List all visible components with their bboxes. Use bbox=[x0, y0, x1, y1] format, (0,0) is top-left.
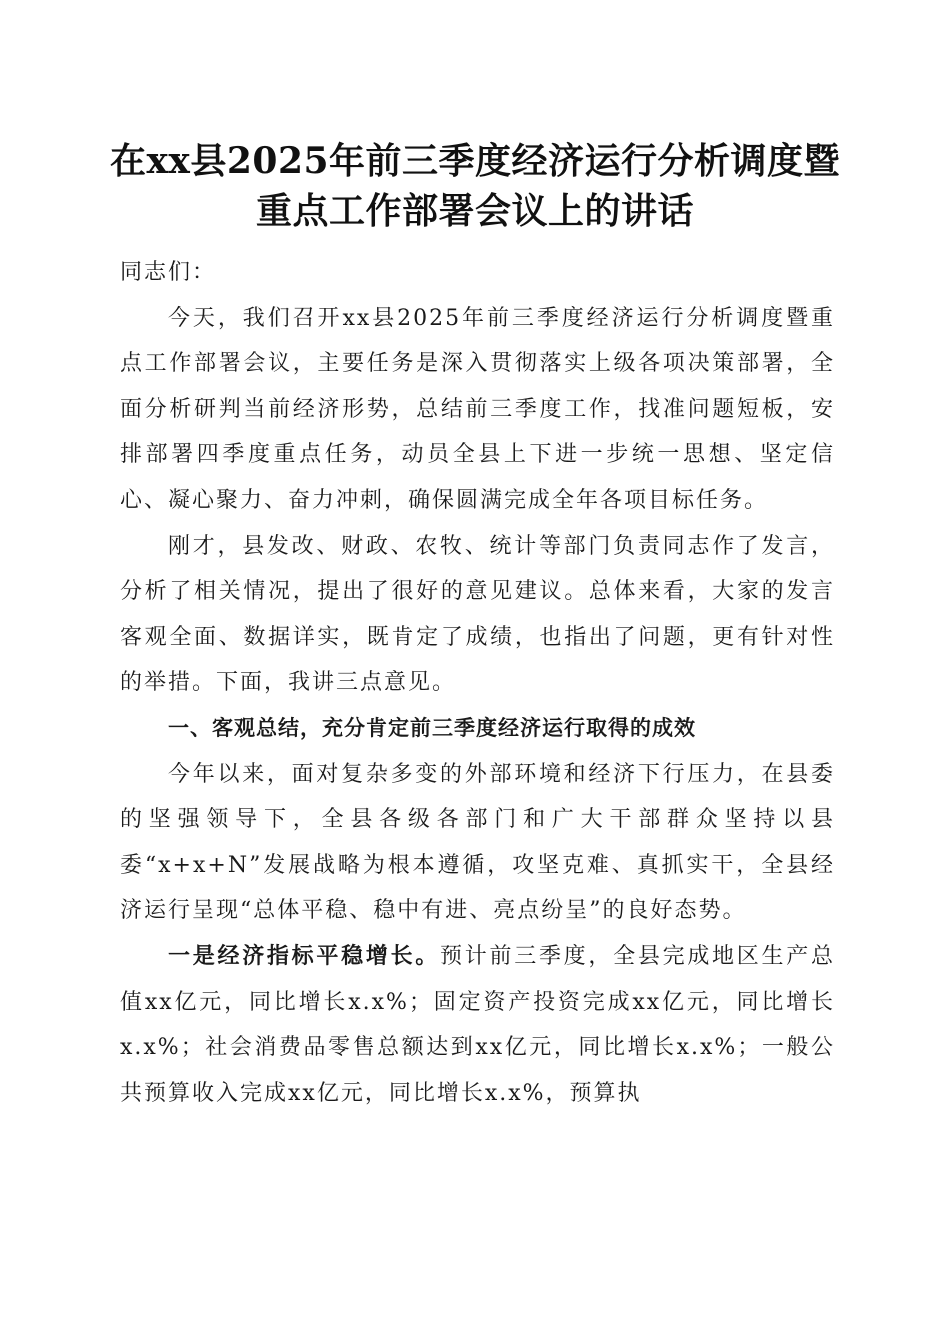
title-line-1: 在xx县2025年前三季度经济运行分析调度暨 bbox=[109, 140, 841, 182]
paragraph-opening: 今天，我们召开xx县2025年前三季度经济运行分析调度暨重点工作部署会议，主要任务是深入贯彻落实上级各项决策部署，全面分析研判当前经济形势，总结前三季度工作，找准问题短板，安排部署四季度重点任务，动员全县上下进一步统一思想、坚定信心、凝心聚力、奋力冲刺，确保圆满完成全年各项目标任务。 bbox=[120, 305, 835, 513]
salutation: 同志们： bbox=[120, 260, 217, 285]
paragraph-summary-of-speeches: 刚才，县发改、财政、农牧、统计等部门负责同志作了发言，分析了相关情况，提出了很好的意见建议。总体来看，大家的发言客观全面、数据详实，既肯定了成绩，也指出了问题，更有针对性的举措。下面，我讲三点意见。 bbox=[120, 533, 835, 696]
paragraph-indicators-text: 预计前三季度，全县完成地区生产总值xx亿元，同比增长x.x%；固定资产投资完成xx亿元，同比增长x.x%；社会消费品零售总额达到xx亿元，同比增长x.x%；一般公共预算收入完成xx亿元，同比增长x.x%，预算执 bbox=[120, 943, 835, 1106]
document-body bbox=[120, 250, 835, 1116]
title-line-2: 重点工作部署会议上的讲话 bbox=[255, 190, 694, 232]
paragraph-overview: 今年以来，面对复杂多变的外部环境和经济下行压力，在县委的坚强领导下，全县各级各部门和广大干部群众坚持以县委“x+x+N”发展战略为根本遵循，攻坚克难、真抓实干，全县经济运行呈现“总体平稳、稳中有进、亮点纷呈”的良好态势。 bbox=[120, 761, 835, 924]
paragraph-lead: 一是经济指标平稳增长。 bbox=[168, 942, 441, 969]
paragraph-indicators bbox=[120, 934, 835, 1116]
document-title bbox=[100, 136, 850, 236]
section-heading-1: 一、客观总结，充分肯定前三季度经济运行取得的成效 bbox=[168, 715, 696, 740]
